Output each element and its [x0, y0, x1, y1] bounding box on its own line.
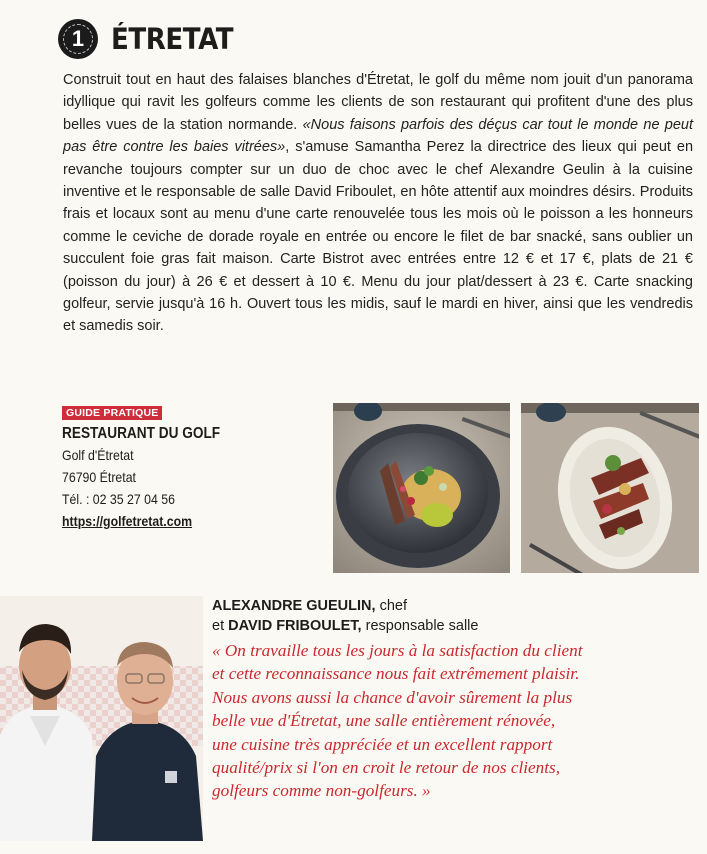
quote-line: Nous avons aussi la chance d'avoir sûrement la plus: [212, 687, 573, 707]
quote-line: qualité/prix si l'on en croit le retour de nos clients,: [212, 758, 561, 778]
article-header: [58, 17, 247, 61]
quote-line: belle vue d'Étretat, une salle entièrement rénovée,: [212, 711, 556, 731]
restaurant-name: RESTAURANT DU GOLF: [62, 425, 221, 442]
chef-line-1: [212, 596, 702, 616]
chef-line-2: [212, 616, 702, 636]
director-quote: «Nous faisons parfois des déçus car tout le monde ne peut pas être contre les baies vitrées»: [63, 116, 694, 156]
chefs-section: [212, 596, 702, 803]
chef-role: chef: [379, 598, 407, 614]
article-paragraph: [63, 69, 693, 338]
manager-name: DAVID FRIBOULET,: [228, 618, 362, 634]
article-body: [63, 69, 693, 338]
address-line-2: 76790 Étretat: [62, 469, 136, 485]
practical-guide: [62, 403, 324, 532]
badge-number: 1: [71, 26, 85, 51]
quote-line: et cette reconnaissance nous fait extrêmement plaisir.: [212, 664, 580, 684]
connector-word: et: [212, 618, 225, 634]
number-badge: [58, 19, 98, 59]
dish-photo-plate: [333, 403, 510, 573]
quote-line: une cuisine très appréciée et un excellent rapport: [212, 734, 553, 754]
quote-line: golfeurs comme non-golfeurs. »: [212, 781, 431, 801]
phone-number: Tél. : 02 35 27 04 56: [62, 491, 176, 507]
intro-text: Construit tout en haut des falaises blanches d'Étretat, le golf du même nom jouit d'un panorama idyllique qui ravit les golfeurs comme les clients de son restaurant qui profitent d'une des plus belles vues de la station normande.: [63, 72, 693, 133]
quote-line: « On travaille tous les jours à la satisfaction du client: [212, 641, 583, 660]
guide-tag: GUIDE PRATIQUE: [62, 406, 162, 420]
chefs-quote: [212, 639, 702, 803]
website-link[interactable]: https://golfetretat.com: [62, 513, 193, 529]
manager-role: responsable salle: [365, 618, 479, 634]
article-title: ÉTRETAT: [111, 22, 234, 56]
chefs-photo: [0, 596, 203, 841]
chef-name: ALEXANDRE GUEULIN,: [212, 598, 376, 614]
address-line-1: Golf d'Étretat: [62, 447, 134, 463]
body-text-continued: , s'amuse Samantha Perez la directrice des lieux qui peut en revanche toujours compter sur un duo de choc avec le chef Alexandre Geulin à la cuisine inventive et le responsable de salle David Friboulet, en hôte attentif aux moindres désirs. Produits frais et locaux sont au menu d'une carte renouvelée tous les mois où le poisson a les honneurs comme le ceviche de dorade royale en entrée ou encore le filet de bar snacké, sans oublier un succulent foie gras fait maison. Carte Bistrot avec entrées entre 12 € et 17 €, plats de 21 € (poisson du jour) à 26 € et dessert à 10 €. Menu du jour plat/dessert à 23 €. Carte snacking golfeur, servie jusqu'à 16 h. Ouvert tous les midis, sauf le mardi en hiver, ainsi que les vendredis et samedis soir.: [63, 139, 694, 335]
dish-photo-oval: [521, 403, 699, 573]
